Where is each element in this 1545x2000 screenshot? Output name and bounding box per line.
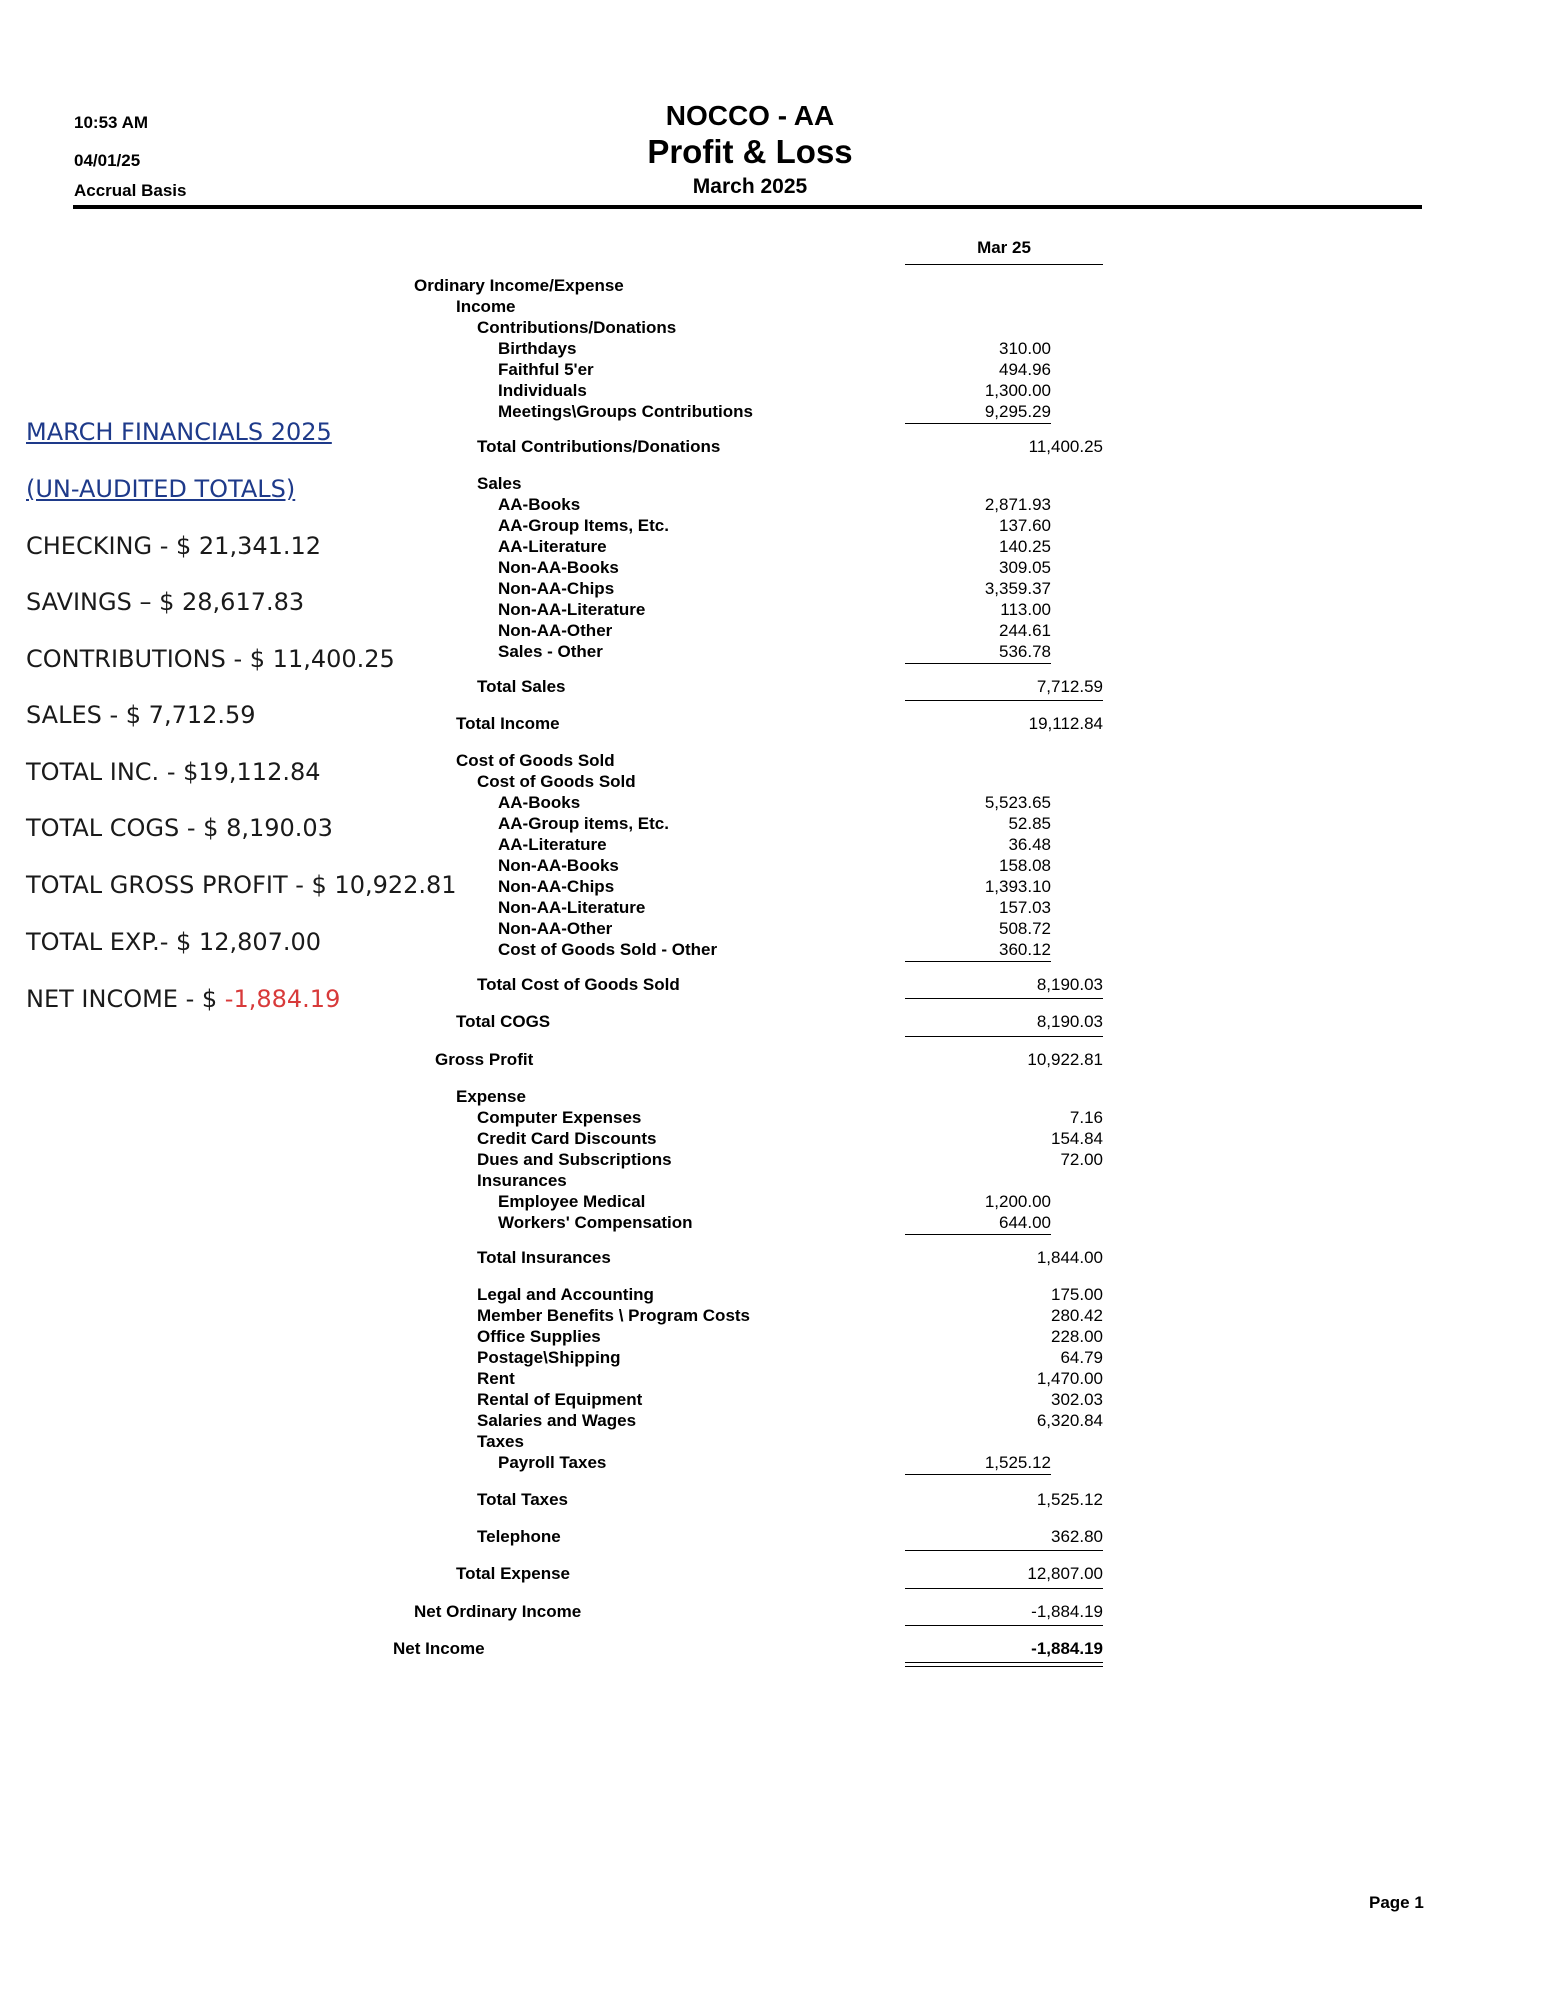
note-total-expense: TOTAL EXP.- $ 12,807.00 bbox=[26, 928, 322, 956]
note-net-income-label: NET INCOME - $ bbox=[26, 985, 218, 1013]
note-net-income bbox=[26, 985, 340, 1013]
note-net-income-value: -1,884.19 bbox=[224, 985, 341, 1013]
report-title: Profit & Loss bbox=[647, 133, 853, 170]
subtotal-rule bbox=[905, 1474, 1051, 1475]
double-rule bbox=[905, 1662, 1103, 1663]
subtotal-rule bbox=[905, 663, 1051, 664]
column-header-rule bbox=[905, 264, 1103, 265]
company-name: NOCCO - AA bbox=[665, 100, 835, 131]
note-savings: SAVINGS – $ 28,617.83 bbox=[26, 588, 305, 616]
column-header: Mar 25 bbox=[977, 238, 1031, 257]
report-date: 04/01/25 bbox=[74, 151, 141, 170]
page-number: Page 1 bbox=[1369, 1893, 1424, 1912]
notes-title: MARCH FINANCIALS 2025 bbox=[26, 418, 332, 446]
total-rule bbox=[905, 1625, 1103, 1626]
total-rule bbox=[905, 1588, 1103, 1589]
total-rule bbox=[905, 1550, 1103, 1551]
note-total-cogs: TOTAL COGS - $ 8,190.03 bbox=[26, 814, 333, 842]
subtotal-rule bbox=[905, 1234, 1051, 1235]
report-time: 10:53 AM bbox=[74, 113, 149, 132]
note-contributions: CONTRIBUTIONS - $ 11,400.25 bbox=[26, 645, 395, 673]
total-rule bbox=[905, 1036, 1103, 1037]
header-divider bbox=[73, 205, 1422, 209]
double-rule bbox=[905, 1666, 1103, 1667]
note-total-income: TOTAL INC. - $19,112.84 bbox=[26, 758, 321, 786]
total-rule bbox=[905, 700, 1103, 701]
report-basis: Accrual Basis bbox=[74, 181, 187, 200]
subtotal-rule bbox=[905, 423, 1051, 424]
total-rule bbox=[905, 998, 1103, 999]
note-sales: SALES - $ 7,712.59 bbox=[26, 701, 256, 729]
notes-subtitle: (UN-AUDITED TOTALS) bbox=[26, 475, 296, 503]
note-checking: CHECKING - $ 21,341.12 bbox=[26, 532, 322, 560]
note-total-gross-profit: TOTAL GROSS PROFIT - $ 10,922.81 bbox=[26, 871, 457, 899]
subtotal-rule bbox=[905, 961, 1051, 962]
report-period: March 2025 bbox=[692, 175, 808, 198]
